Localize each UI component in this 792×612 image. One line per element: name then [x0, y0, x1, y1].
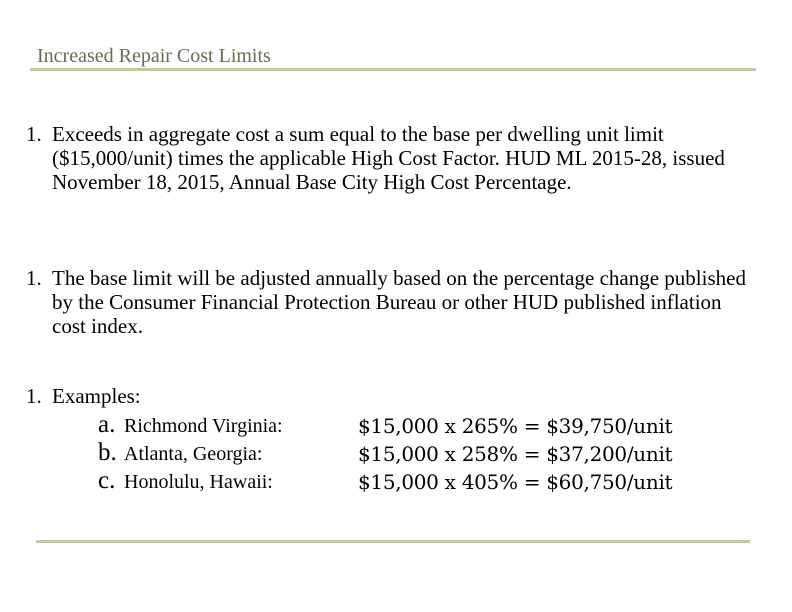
title-underline: [30, 68, 756, 71]
list-item-text: Examples:: [52, 384, 141, 408]
list-item-number: 1.: [26, 122, 42, 146]
example-letter: a.: [98, 411, 116, 438]
list-item-text: Exceeds in aggregate cost a sum equal to the base per dwelling unit limit ($15,000/unit) times the applicable High Cost Factor. HUD ML 2015-28, issued November 18, 2015, Annual Base City High Cost Percentage.: [52, 122, 725, 194]
example-calculation: $15,000 x 258% = $37,200/unit: [358, 442, 673, 466]
list-item-number: 1.: [26, 266, 42, 290]
slide-title: Increased Repair Cost Limits: [37, 45, 271, 67]
list-item-number: 1.: [26, 384, 42, 408]
list-item: [26, 384, 746, 408]
example-calculation: $15,000 x 405% = $60,750/unit: [358, 470, 673, 494]
list-item: [26, 266, 746, 338]
example-city: Atlanta, Georgia:: [124, 443, 263, 465]
bottom-divider: [36, 540, 750, 543]
example-calculation: $15,000 x 265% = $39,750/unit: [358, 414, 673, 438]
list-item-text: The base limit will be adjusted annually based on the percentage change published by the Consumer Financial Protection Bureau or other HUD published inflation cost index.: [52, 266, 746, 338]
example-letter: c.: [98, 467, 116, 494]
example-city: Honolulu, Hawaii:: [124, 471, 273, 493]
list-item: [26, 122, 746, 194]
example-city: Richmond Virginia:: [124, 415, 283, 437]
example-letter: b.: [98, 439, 117, 466]
